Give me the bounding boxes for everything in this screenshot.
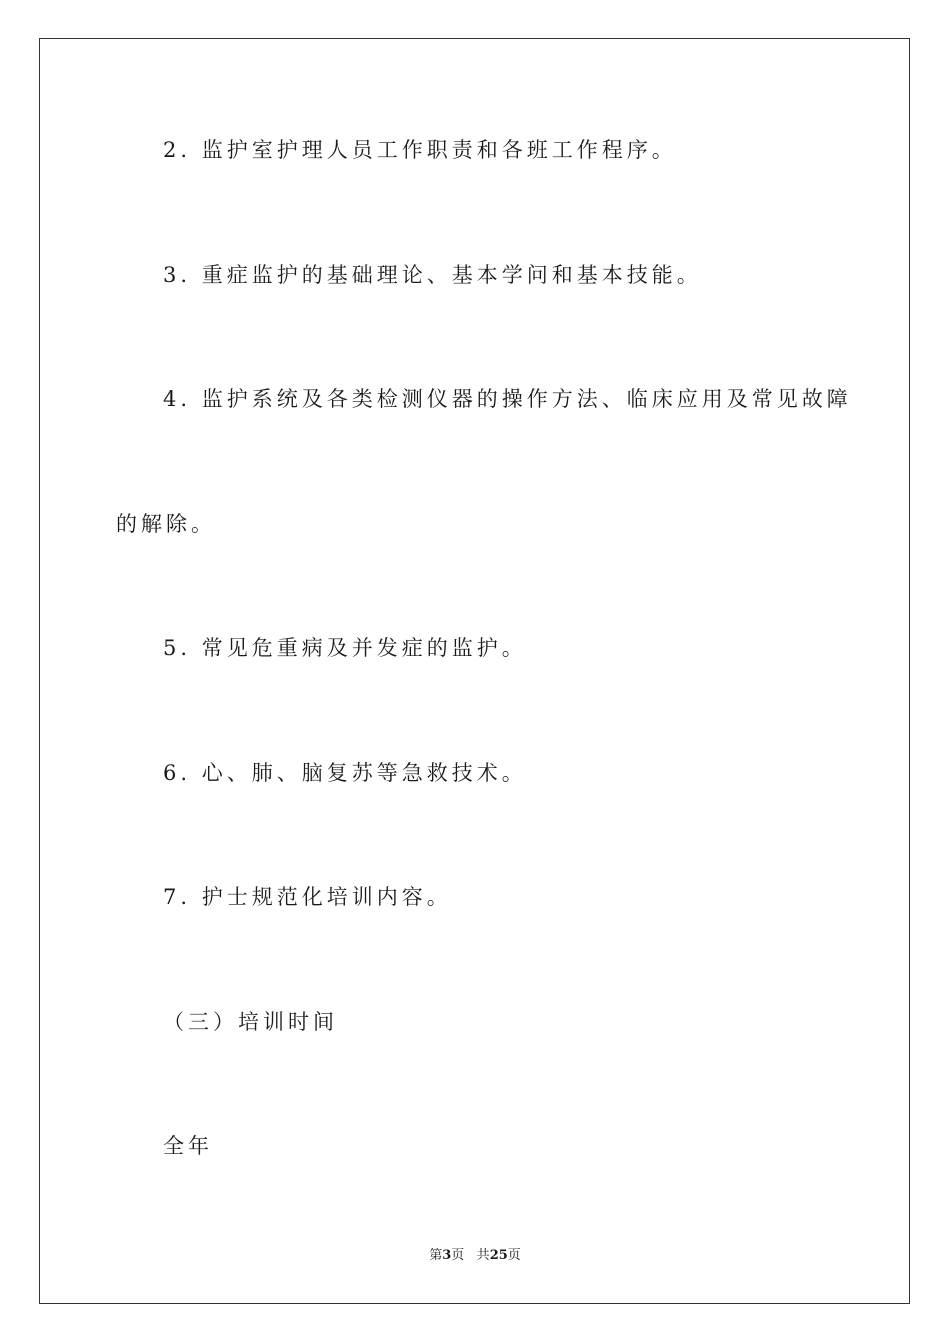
footer-page-prefix: 第 (429, 1248, 443, 1263)
page-footer (0, 1249, 950, 1262)
training-time-value: 全年 (163, 1134, 213, 1158)
list-item-4-continuation: 的解除。 (116, 512, 216, 536)
list-item-5: 5. 常见危重病及并发症的监护。 (163, 636, 527, 660)
footer-total-suffix: 页 (507, 1248, 521, 1263)
list-item-2: 2. 监护室护理人员工作职责和各班工作程序。 (163, 138, 677, 162)
page-frame (39, 38, 910, 1304)
footer-total-prefix: 共 (476, 1248, 490, 1263)
list-item-7: 7. 护士规范化培训内容。 (163, 885, 452, 909)
footer-page-number: 3 (442, 1248, 452, 1263)
footer-page-suffix: 页 (451, 1248, 465, 1263)
list-item-4: 4. 监护系统及各类检测仪器的操作方法、临床应用及常见故障 (163, 387, 852, 411)
list-item-6: 6. 心、肺、脑复苏等急救技术。 (163, 761, 527, 785)
footer-total-pages: 25 (489, 1248, 508, 1263)
section-heading-training-time: （三）培训时间 (163, 1010, 338, 1034)
list-item-3: 3. 重症监护的基础理论、基本学问和基本技能。 (163, 263, 702, 287)
